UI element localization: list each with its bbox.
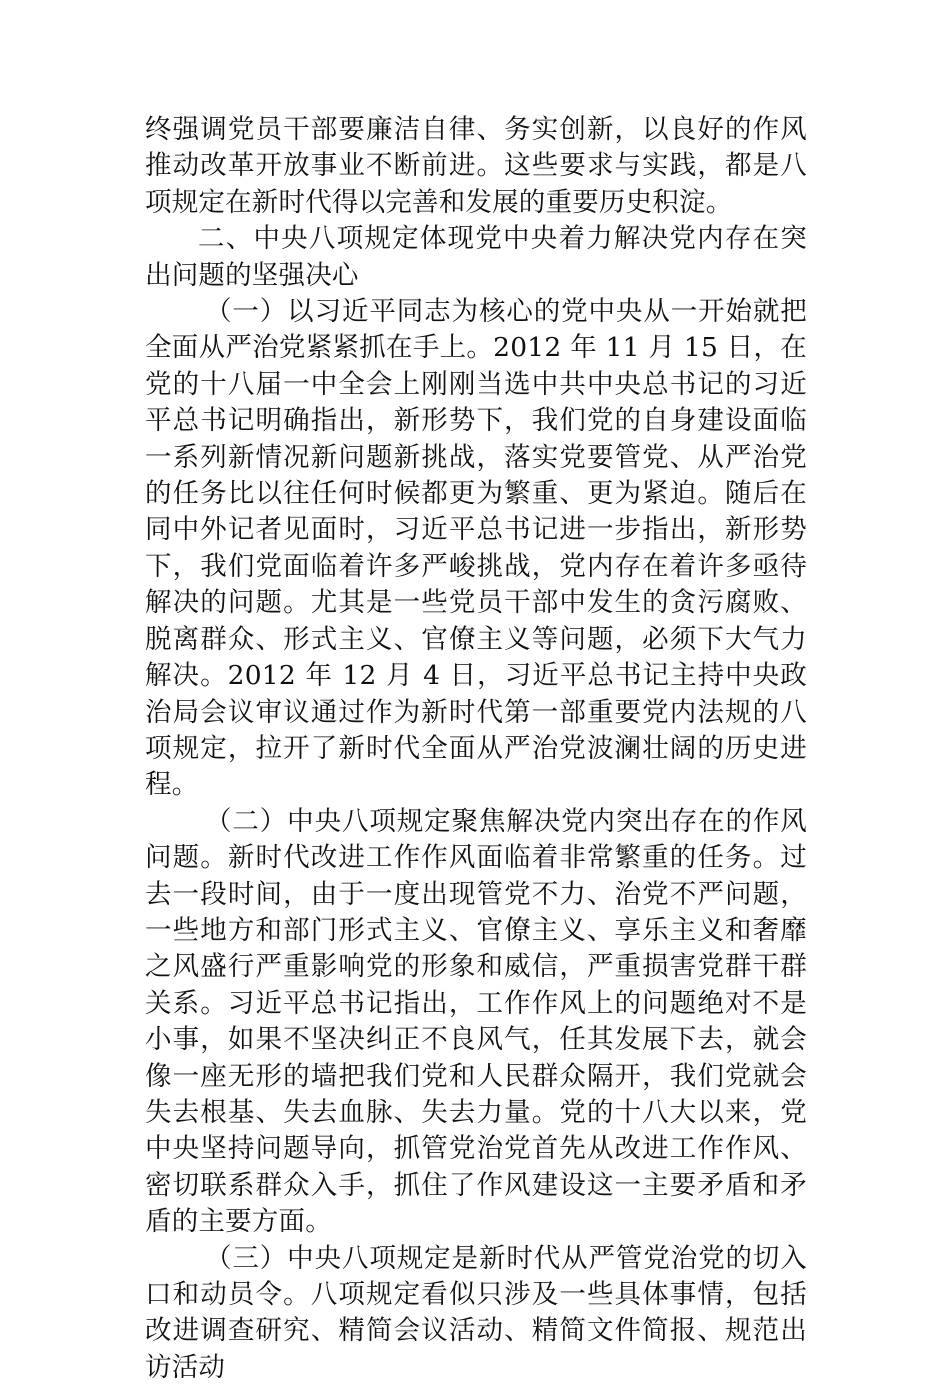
paragraph-subsection-2: （二）中央八项规定聚焦解决党内突出存在的作风问题。新时代改进工作作风面临着非常繁重的任务。过去一段时间，由于一度出现管党不力、治党不严问题，一些地方和部门形式主义、官僚主义、享乐主义和奢靡之风盛行严重影响党的形象和威信，严重损害党群干群关系。习近平总书记指出，工作作风上的问题绝对不是小事，如果不坚决纠正不良风气，任其发展下去，就会像一座无形的墙把我们党和人民群众隔开，我们党就会失去根基、失去血脉、失去力量。党的十八大以来，党中央坚持问题导向，抓管党治党首先从改进工作作风、密切联系群众入手，抓住了作风建设这一主要矛盾和矛盾的主要方面。 (145, 805, 807, 1238)
document-body (145, 112, 807, 1386)
section-heading-2: 二、中央八项规定体现党中央着力解决党内存在突出问题的坚强决心 (145, 223, 807, 291)
paragraph-subsection-3: （三）中央八项规定是新时代从严管党治党的切入口和动员令。八项规定看似只涉及一些具体事情，包括改进调查研究、精简会议活动、精简文件简报、规范出访活动 (145, 1242, 807, 1383)
paragraph-subsection-1: （一）以习近平同志为核心的党中央从一开始就把全面从严治党紧紧抓在手上。2012 年 11 月 15 日，在党的十八届一中全会上刚刚当选中共中央总书记的习近平总书记明确指出，新形势下，我们党的自身建设面临一系列新情况新问题新挑战，落实党要管党、从严治党的任务比以往任何时候都更为繁重、更为紧迫。随后在同中外记者见面时，习近平总书记进一步指出，新形势下，我们党面临着许多严峻挑战，党内存在着许多亟待解决的问题。尤其是一些党员干部中发生的贪污腐败、脱离群众、形式主义、官僚主义等问题，必须下大气力解决。2012 年 12 月 4 日，习近平总书记主持中央政治局会议审议通过作为新时代第一部重要党内法规的八项规定，拉开了新时代全面从严治党波澜壮阔的历史进程。 (145, 296, 807, 801)
paragraph-continuation: 终强调党员干部要廉洁自律、务实创新，以良好的作风推动改革开放事业不断前进。这些要求与实践，都是八项规定在新时代得以完善和发展的重要历史积淀。 (145, 114, 807, 218)
